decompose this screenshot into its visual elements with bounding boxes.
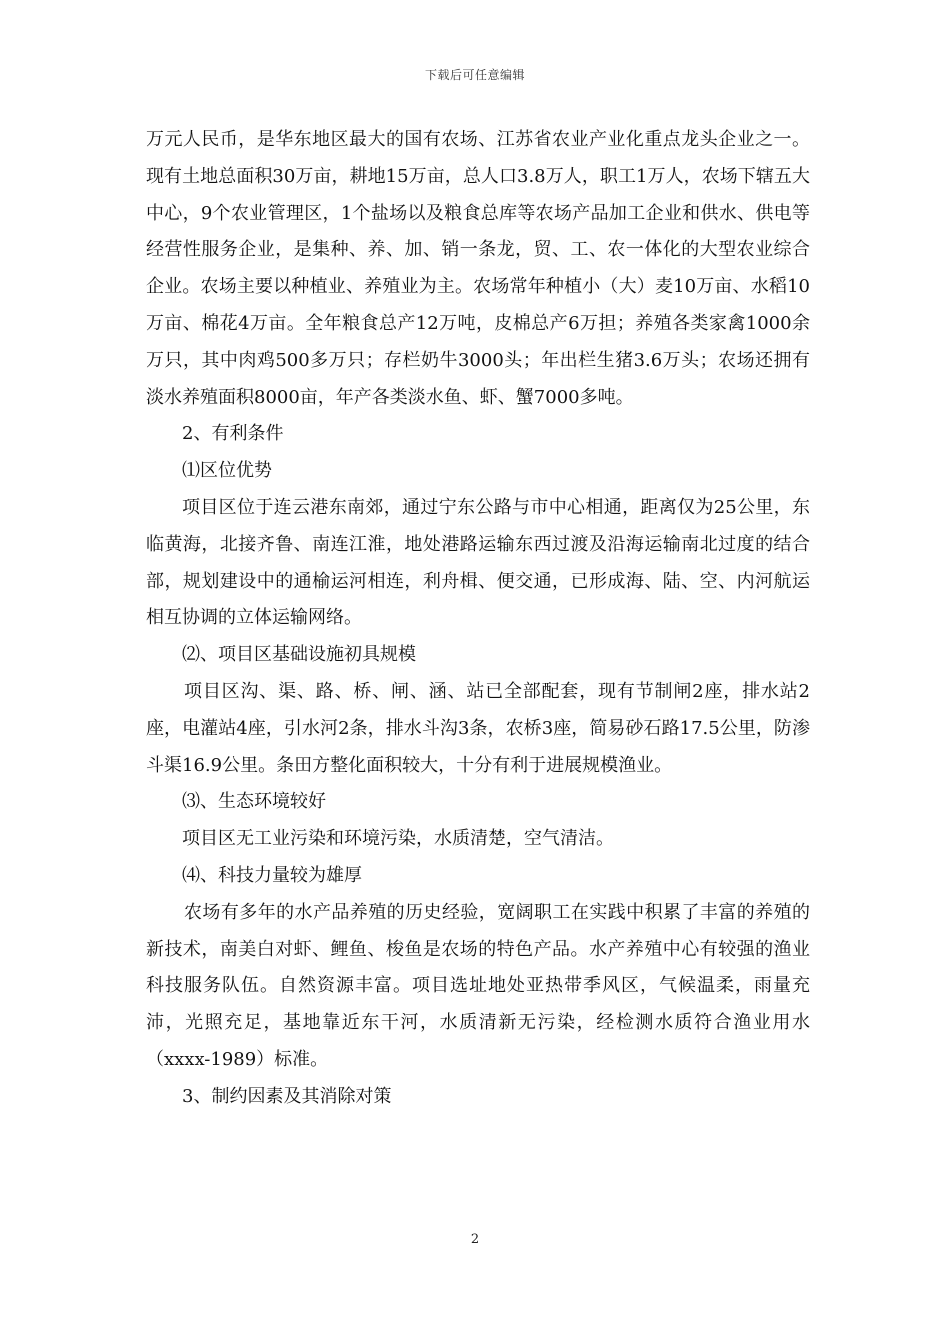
subheading-location-advantage: ⑴区位优势 xyxy=(182,460,272,482)
subheading-technology: ⑷、科技力量较为雄厚 xyxy=(182,864,362,886)
paragraph-farm-overview: 万元人民币，是华东地区最大的国有农场、江苏省农业产业化重点龙头企业之一。现有土地总面积30万亩，耕地15万亩，总人口3.8万人，职工1万人，农场下辖五大中心，9个农业管理区，1个盐场以及粮食总库等农场产品加工企业和供水、供电等经营性服务企业，是集种、养、加、销一条龙，贸、工、农一体化的大型农业综合企业。农场主要以种植业、养殖业为主。农场常年种植小（大）麦10万亩、水稻10万亩、棉花4万亩。全年粮食总产12万吨，皮棉总产6万担；养殖各类家禽1000余万只，其中肉鸡500多万只；存栏奶牛3000头；年出栏生猪3.6万头；农场还拥有淡水养殖面积8000亩，年产各类淡水鱼、虾、蟹7000多吨。 xyxy=(146,129,810,408)
heading-constraints: 3、制约因素及其消除对策 xyxy=(182,1085,392,1107)
paragraph-location: 项目区位于连云港东南郊，通过宁东公路与市中心相通，距离仅为25公里，东临黄海，北接齐鲁、南连江淮，地处港路运输东西过渡及沿海运输南北过度的结合部，规划建设中的通榆运河相连，利舟楫、便交通，已形成海、陆、空、内河航运相互协调的立体运输网络。 xyxy=(146,496,810,629)
paragraph-ecology: 项目区无工业污染和环境污染，水质清楚，空气清洁。 xyxy=(182,828,614,850)
paragraph-infrastructure: 项目区沟、渠、路、桥、闸、涵、站已全部配套，现有节制闸2座，排水站2座，电灌站4座，引水河2条，排水斗沟3条，农桥3座，简易砂石路17.5公里，防渗斗渠16.9公里。条田方整化面积较大，十分有利于进展规模渔业。 xyxy=(146,680,810,776)
page-number: 2 xyxy=(470,1232,480,1247)
heading-favorable-conditions: 2、有利条件 xyxy=(182,423,284,445)
subheading-ecology: ⑶、生态环境较好 xyxy=(182,791,326,813)
page-header: 下载后可任意编辑 xyxy=(424,68,525,82)
subheading-infrastructure: ⑵、项目区基础设施初具规模 xyxy=(182,644,416,666)
document-body xyxy=(146,122,810,1116)
paragraph-technology: 农场有多年的水产品养殖的历史经验，宽阔职工在实践中积累了丰富的养殖的新技术，南美白对虾、鲤鱼、梭鱼是农场的特色产品。水产养殖中心有较强的渔业科技服务队伍。自然资源丰富。项目选址地处亚热带季风区，气候温柔，雨量充沛，光照充足，基地靠近东干河，水质清新无污染，经检测水质符合渔业用水（xxxx-1989）标准。 xyxy=(146,901,810,1070)
